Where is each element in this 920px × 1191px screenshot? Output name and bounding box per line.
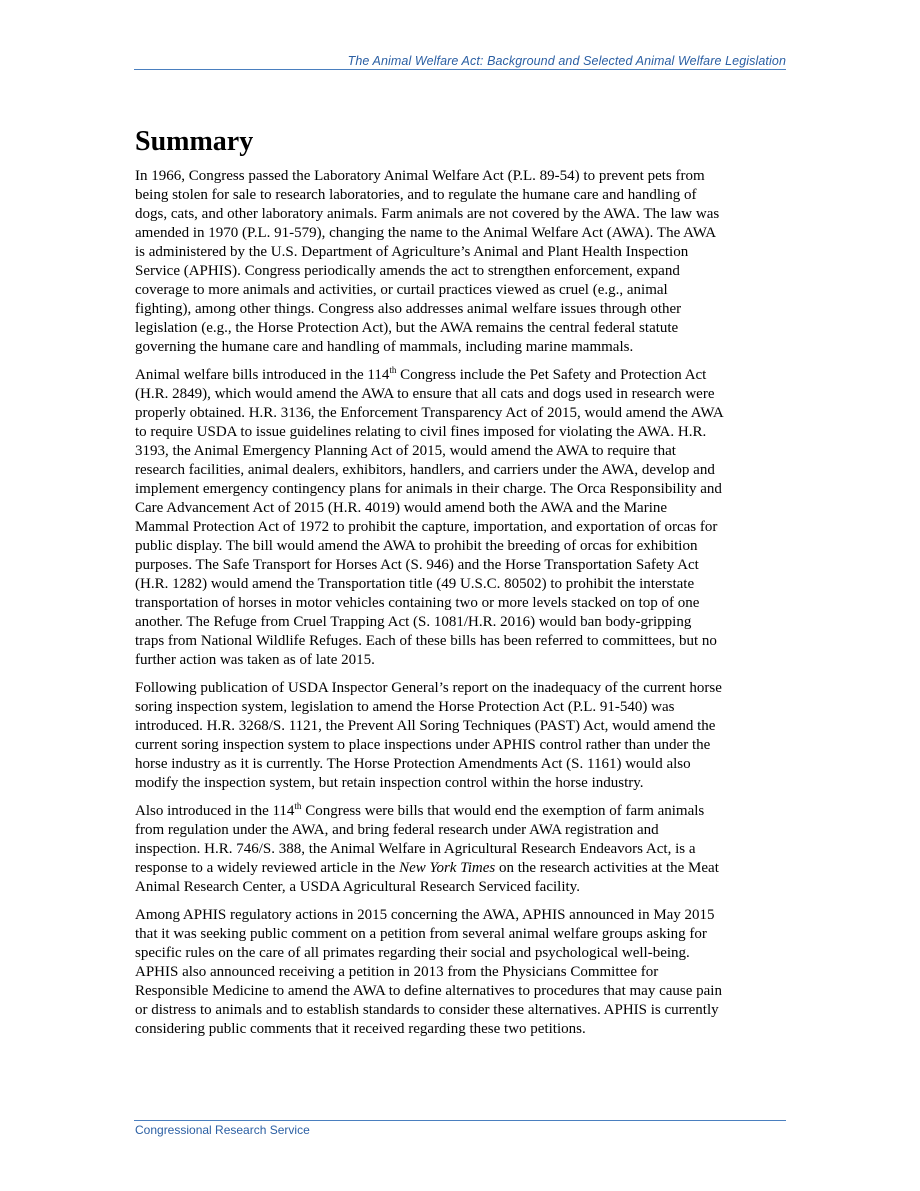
summary-body	[135, 167, 787, 1048]
text-line: legislation (e.g., the Horse Protection Act), but the AWA remains the central federal statute	[135, 320, 679, 336]
text-line: specific rules on the care of all primates regarding their social and psychological well-being.	[135, 945, 690, 961]
text-line: to require USDA to issue guidelines relating to civil fines imposed for violating the AWA. H.R.	[135, 424, 707, 440]
text-line: Among APHIS regulatory actions in 2015 concerning the AWA, APHIS announced in May 2015	[135, 907, 715, 923]
text-line: further action was taken as of late 2015.	[135, 652, 375, 668]
text-run: Congress include the Pet Safety and Protection Act	[396, 367, 707, 383]
text-line: properly obtained. H.R. 3136, the Enforcement Transparency Act of 2015, would amend the AWA	[135, 405, 724, 421]
text-line: current soring inspection system to place inspections under APHIS control rather than under the	[135, 737, 711, 753]
text-line: APHIS also announced receiving a petition in 2013 from the Physicians Committee for	[135, 964, 659, 980]
text-line: from regulation under the AWA, and bring federal research under AWA registration and	[135, 822, 659, 838]
paragraph-3	[135, 679, 787, 793]
text-line: (H.R. 2849), which would amend the AWA to ensure that all cats and dogs used in research were	[135, 386, 715, 402]
text-line: dogs, cats, and other laboratory animals. Farm animals are not covered by the AWA. The law was	[135, 206, 720, 222]
text-line: Animal Research Center, a USDA Agricultural Research Serviced facility.	[135, 879, 580, 895]
paragraph-1	[135, 167, 787, 357]
header-rule	[134, 69, 786, 70]
text-line: In 1966, Congress passed the Laboratory Animal Welfare Act (P.L. 89-54) to prevent pets from	[135, 168, 705, 184]
text-run: response to a widely reviewed article in the	[135, 860, 400, 876]
text-line: another. The Refuge from Cruel Trapping Act (S. 1081/H.R. 2016) would ban body-gripping	[135, 614, 692, 630]
text-line	[135, 366, 787, 385]
text-line: amended in 1970 (P.L. 91-579), changing the name to the Animal Welfare Act (AWA). The AWA	[135, 225, 717, 241]
text-line: Mammal Protection Act of 1972 to prohibit the capture, importation, and exportation of orcas for	[135, 519, 718, 535]
text-line: fighting), among other things. Congress also addresses animal welfare issues through other	[135, 301, 682, 317]
text-line: soring inspection system, legislation to amend the Horse Protection Act (P.L. 91-540) was	[135, 699, 675, 715]
text-run: Also introduced in the 114	[135, 803, 295, 819]
superscript: th	[294, 801, 302, 811]
text-line: purposes. The Safe Transport for Horses Act (S. 946) and the Horse Transportation Safety Act	[135, 557, 699, 573]
paragraph-4	[135, 802, 787, 897]
text-line: traps from National Wildlife Refuges. Each of these bills has been referred to committees, but no	[135, 633, 717, 649]
text-line: 3193, the Animal Emergency Planning Act of 2015, would amend the AWA to require that	[135, 443, 676, 459]
text-line: introduced. H.R. 3268/S. 1121, the Prevent All Soring Techniques (PAST) Act, would amend the	[135, 718, 716, 734]
page-title: Summary	[135, 126, 254, 157]
running-header: The Animal Welfare Act: Background and Selected Animal Welfare Legislation	[347, 54, 786, 68]
text-line: inspection. H.R. 746/S. 388, the Animal Welfare in Agricultural Research Endeavors Act, is a	[135, 841, 696, 857]
text-line: governing the humane care and handling of mammals, including marine mammals.	[135, 339, 634, 355]
text-run: Animal welfare bills introduced in the 114	[135, 367, 390, 383]
text-line: coverage to more animals and activities, or curtail practices viewed as cruel (e.g., animal	[135, 282, 668, 298]
paragraph-2	[135, 366, 787, 670]
text-run: Congress were bills that would end the exemption of farm animals	[301, 803, 705, 819]
paragraph-5	[135, 906, 787, 1039]
text-line: Following publication of USDA Inspector General’s report on the inadequacy of the current horse	[135, 680, 722, 696]
text-line: Responsible Medicine to amend the AWA to define alternatives to procedures that may cause pain	[135, 983, 722, 999]
publication-title: New York Times	[399, 860, 496, 876]
text-run: on the research activities at the Meat	[495, 860, 719, 876]
superscript: th	[389, 365, 397, 375]
text-line: research facilities, animal dealers, exhibitors, handlers, and carriers under the AWA, develop and	[135, 462, 715, 478]
text-line: Care Advancement Act of 2015 (H.R. 4019) would amend both the AWA and the Marine	[135, 500, 668, 516]
text-line: or distress to animals and to establish standards to consider these alternatives. APHIS is currently	[135, 1002, 719, 1018]
text-line: being stolen for sale to research laboratories, and to regulate the humane care and handling of	[135, 187, 697, 203]
text-line	[135, 802, 787, 821]
text-line: implement emergency contingency plans for animals in their charge. The Orca Responsibility and	[135, 481, 722, 497]
text-line: that it was seeking public comment on a petition from several animal welfare groups asking for	[135, 926, 707, 942]
text-line: is administered by the U.S. Department of Agriculture’s Animal and Plant Health Inspection	[135, 244, 689, 260]
text-line: (H.R. 1282) would amend the Transportation title (49 U.S.C. 80502) to prohibit the interstate	[135, 576, 695, 592]
text-line: modify the inspection system, but retain inspection control within the horse industry.	[135, 775, 644, 791]
text-line	[135, 859, 787, 878]
text-line: considering public comments that it received regarding these two petitions.	[135, 1021, 586, 1037]
text-line: transportation of horses in motor vehicles containing two or more levels stacked on top of one	[135, 595, 700, 611]
footer-label: Congressional Research Service	[135, 1123, 310, 1137]
text-line: public display. The bill would amend the AWA to prohibit the breeding of orcas for exhibition	[135, 538, 698, 554]
text-line: Service (APHIS). Congress periodically amends the act to strengthen enforcement, expand	[135, 263, 680, 279]
text-line: horse industry as it is currently. The Horse Protection Amendments Act (S. 1161) would also	[135, 756, 691, 772]
footer-rule	[134, 1120, 786, 1121]
